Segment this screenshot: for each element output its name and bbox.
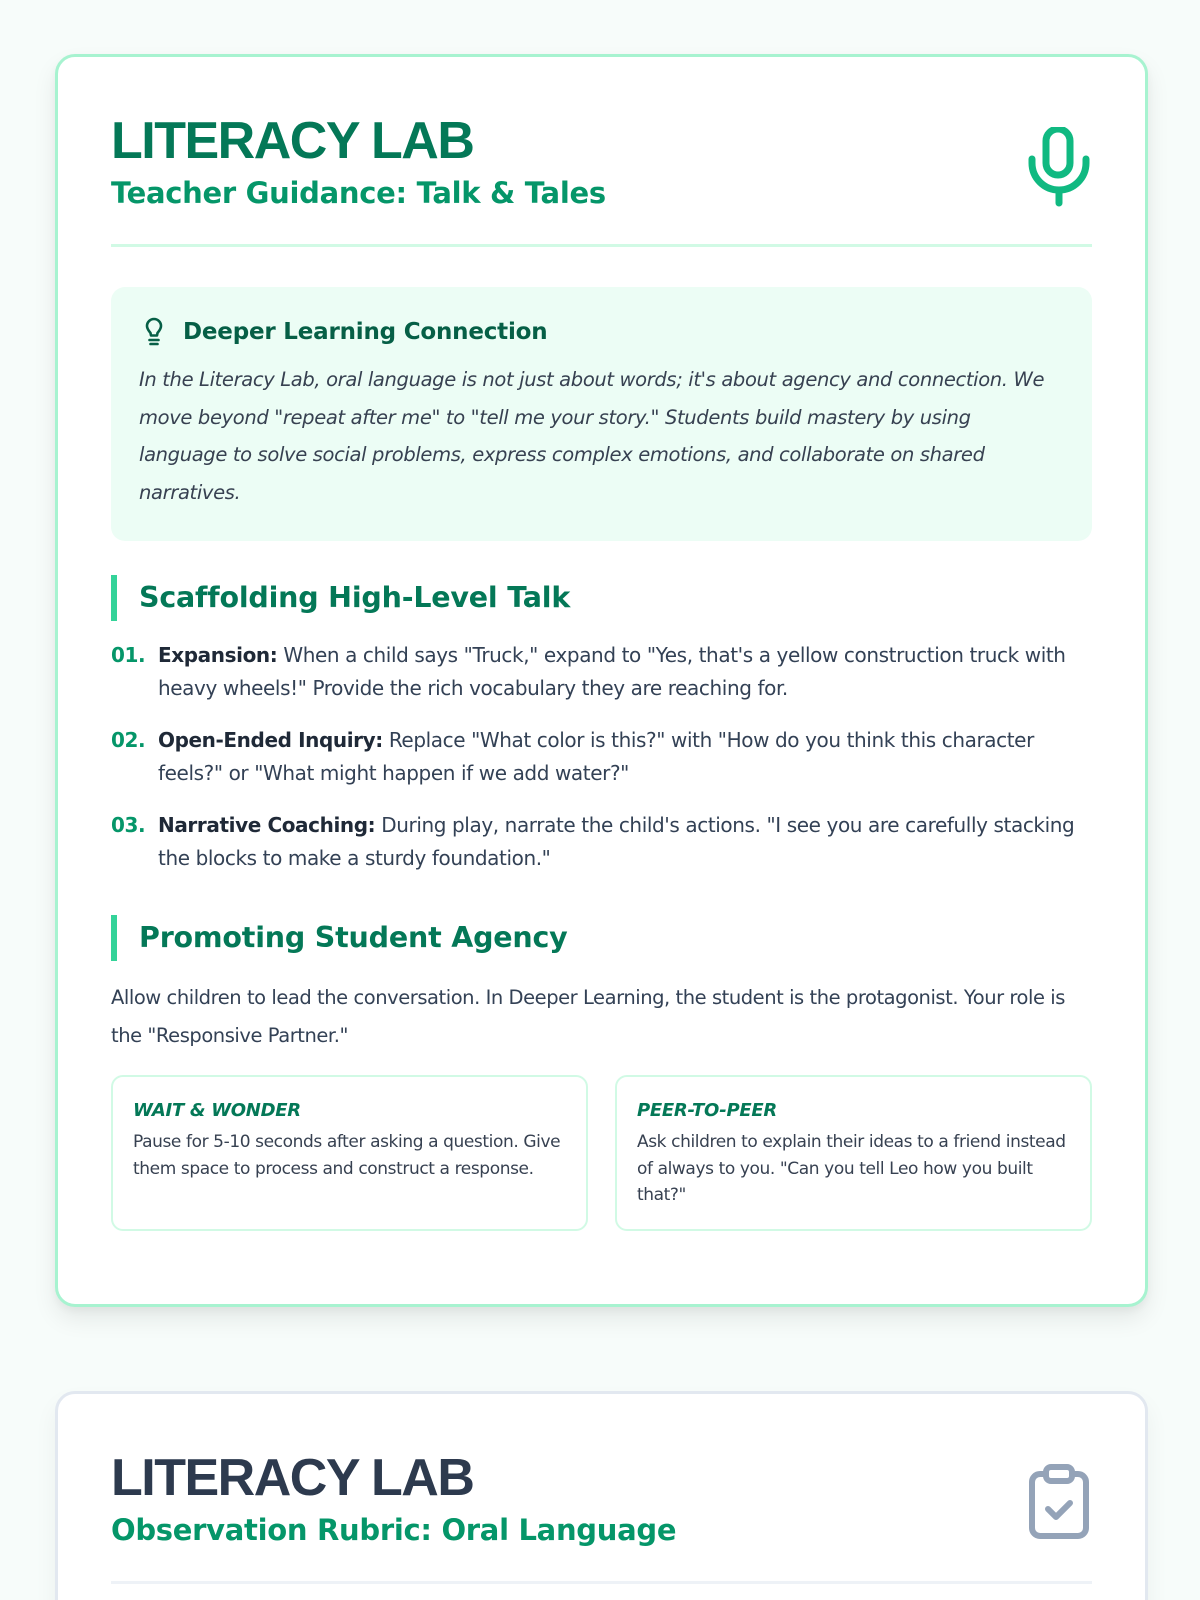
callout-header: [139, 315, 1064, 349]
strategy-tips: [111, 1075, 1092, 1231]
brand-title: LITERACY LAB: [111, 1449, 474, 1507]
step-number: 01.: [111, 643, 146, 667]
callout-title: Deeper Learning Connection: [183, 319, 548, 345]
microphone-icon: [1026, 127, 1092, 207]
step-label: Expansion:: [158, 643, 278, 667]
step-text: Replace "What color is this?" with "How do you think this character feels?" or "What might happen if we add water?": [158, 728, 1034, 785]
observation-rubric-card: [55, 1391, 1148, 1600]
step-number: 03.: [111, 813, 146, 837]
page-subtitle: Teacher Guidance: Talk & Tales: [111, 176, 606, 210]
clipboard-check-icon: [1026, 1464, 1092, 1544]
deeper-learning-callout: [111, 287, 1092, 541]
scaffolding-steps-list: [111, 639, 1092, 894]
step-text: When a child says "Truck," expand to "Yes, that's a yellow construction truck with heavy wheels!" Provide the rich vocabulary they are reaching for.: [158, 643, 1066, 700]
step-text: During play, narrate the child's actions. "I see you are carefully stacking the blocks to make a sturdy foundation.": [158, 813, 1075, 870]
tip-card-peer-to-peer: [615, 1075, 1092, 1231]
tip-body: Pause for 5-10 seconds after asking a question. Give them space to process and construct a response.: [133, 1132, 561, 1179]
section-heading-scaffolding: Scaffolding High-Level Talk: [111, 575, 1092, 621]
tip-card-wait-wonder: [111, 1075, 588, 1231]
step-label: Open-Ended Inquiry:: [158, 728, 383, 752]
tip-title: WAIT & WONDER: [133, 1100, 301, 1121]
step-label: Narrative Coaching:: [158, 813, 376, 837]
list-item: [111, 639, 1092, 705]
list-item: [111, 724, 1092, 790]
card-content: [111, 57, 1092, 1205]
list-item: [111, 809, 1092, 875]
brand-title: LITERACY LAB: [111, 112, 474, 170]
card-header: [111, 1394, 1092, 1584]
teacher-guidance-card: [55, 54, 1148, 1307]
step-number: 02.: [111, 728, 146, 752]
section-heading-agency: Promoting Student Agency: [111, 915, 1092, 961]
page-subtitle: Observation Rubric: Oral Language: [111, 1513, 677, 1547]
agency-intro-text: Allow children to lead the conversation. In Deeper Learning, the student is the protagonist. Your role is the "Responsive Partner.": [111, 986, 1065, 1047]
card-content: [111, 1394, 1092, 1584]
callout-body: In the Literacy Lab, oral language is not just about words; it's about agency and connection. We move beyond "repeat after me" to "tell me your story." Students build mastery by using language to solve social problems, express complex emotions, and collaborate on shared narratives.: [139, 368, 1045, 504]
tip-title: PEER-TO-PEER: [637, 1100, 777, 1121]
card-header: [111, 57, 1092, 247]
tip-body: Ask children to explain their ideas to a friend instead of always to you. "Can you tell Leo how you built that?": [637, 1132, 1066, 1205]
lightbulb-icon: [139, 313, 183, 352]
